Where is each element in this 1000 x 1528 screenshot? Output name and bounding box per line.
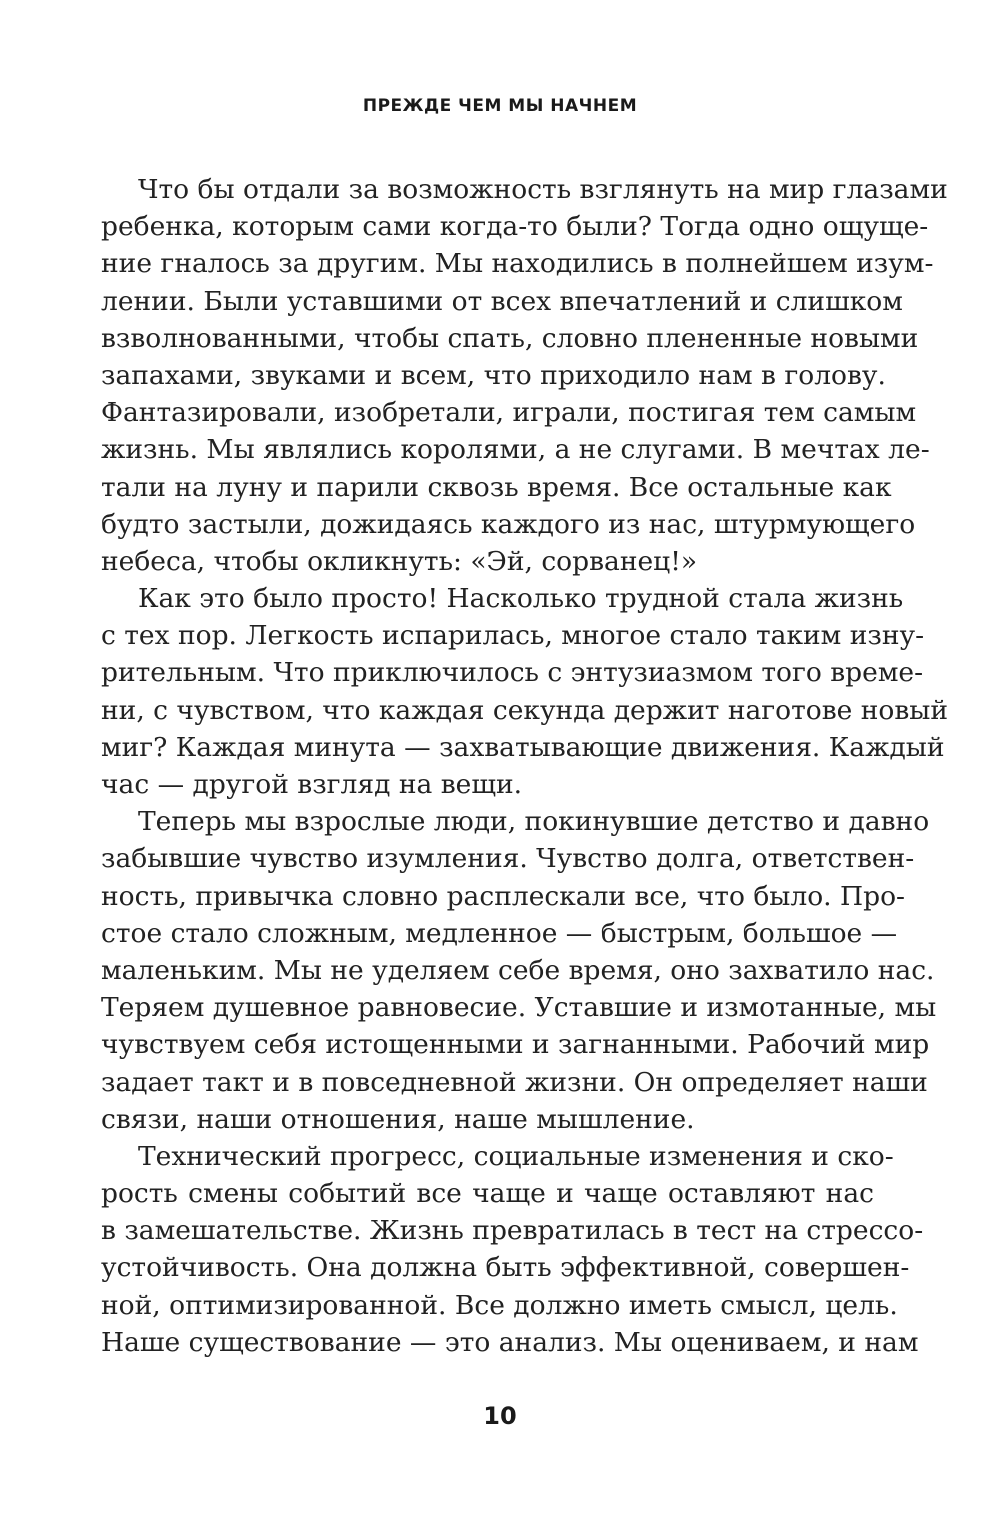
text-line: взволнованными, чтобы спать, словно плененные новыми — [101, 322, 919, 354]
text-line: лении. Были уставшими от всех впечатлений и слишком — [101, 285, 903, 317]
text-line: рость смены событий все чаще и чаще оставляют нас — [101, 1178, 874, 1210]
paragraph — [101, 1138, 924, 1361]
text-line: час — другой взгляд на вещи. — [101, 769, 523, 800]
body-text — [101, 171, 949, 1361]
text-line: маленьким. Мы не уделяем себе время, оно захватило нас. — [101, 954, 935, 986]
text-line: небеса, чтобы окликнуть: «Эй, сорванец!» — [101, 545, 698, 577]
running-head-title: ПРЕЖДЕ ЧЕМ МЫ НАЧНЕМ — [362, 96, 638, 116]
text-line: ребенка, которым сами когда-то были? Тогда одно ощуще- — [101, 211, 929, 243]
text-line: Как это было просто! Насколько трудной стала жизнь — [138, 583, 904, 615]
text-line: Что бы отдали за возможность взглянуть на мир глазами — [138, 174, 948, 205]
text-line: ние гналось за другим. Мы находились в полнейшем изум- — [101, 248, 934, 280]
text-line: запахами, звуками и всем, что приходило нам в голову. — [101, 359, 886, 391]
text-line: забывшие чувство изумления. Чувство долга, ответствен- — [101, 843, 915, 875]
text-line: Наше существование — это анализ. Мы оцениваем, и нам — [101, 1326, 919, 1358]
text-line: жизнь. Мы являлись королями, а не слугами. В мечтах ле- — [101, 434, 930, 466]
text-line: чувствуем себя истощенными и загнанными. Рабочий мир — [101, 1029, 930, 1061]
paragraph — [101, 803, 937, 1138]
text-line: стое стало сложным, медленное — быстрым, большое — — [101, 917, 898, 949]
text-line: в замешательстве. Жизнь превратилась в тест на стрессо- — [101, 1215, 924, 1247]
text-line: Технический прогресс, социальные изменения и ско- — [138, 1140, 894, 1172]
text-line: ной, оптимизированной. Все должно иметь смысл, цель. — [101, 1289, 898, 1321]
text-line: ность, привычка словно расплескали все, что было. Про- — [101, 880, 906, 912]
text-line: рительным. Что приключилось с энтузиазмом того време- — [101, 657, 924, 689]
text-line: миг? Каждая минута — захватывающие движения. Каждый — [101, 731, 945, 763]
text-line: устойчивость. Она должна быть эффективной, совершен- — [101, 1252, 910, 1284]
page-number: 10 — [483, 1402, 517, 1430]
text-line: задает такт и в повседневной жизни. Он определяет наши — [101, 1066, 928, 1098]
text-line: тали на луну и парили сквозь время. Все остальные как — [101, 471, 892, 503]
text-line: будто застыли, дожидаясь каждого из нас, штурмующего — [101, 508, 916, 540]
text-line: Теперь мы взрослые люди, покинувшие детство и давно — [138, 806, 930, 838]
paragraph — [101, 580, 949, 803]
text-line: связи, наши отношения, наше мышление. — [101, 1103, 695, 1135]
text-line: Теряем душевное равновесие. Уставшие и измотанные, мы — [101, 992, 937, 1024]
text-line: с тех пор. Легкость испарилась, многое стало таким изну- — [101, 620, 925, 652]
paragraph — [101, 171, 948, 580]
text-line: Фантазировали, изобретали, играли, постигая тем самым — [101, 397, 917, 429]
text-line: ни, с чувством, что каждая секунда держит наготове новый — [101, 694, 949, 726]
